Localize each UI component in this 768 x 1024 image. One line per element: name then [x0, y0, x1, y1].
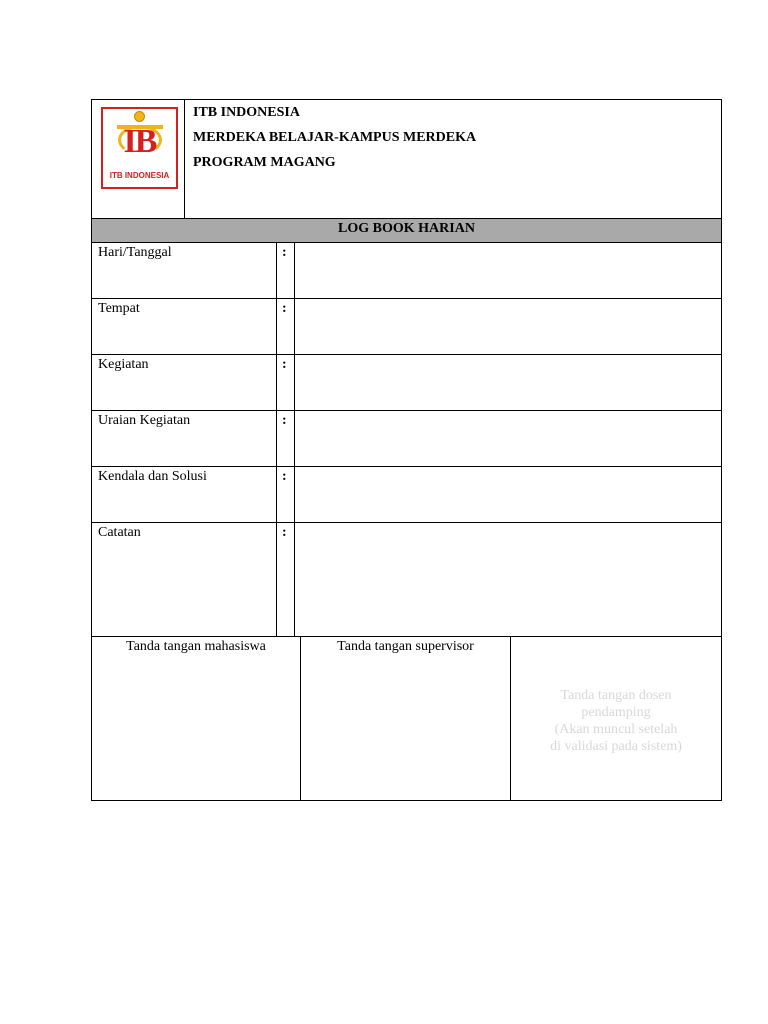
supervisor-signature-label: Tanda tangan supervisor: [337, 639, 474, 654]
itb-indonesia-logo: [101, 107, 178, 189]
logo-sun-icon: [134, 111, 145, 122]
column-divider: [294, 355, 295, 410]
student-signature-label: Tanda tangan mahasiswa: [126, 639, 266, 654]
placeholder-line: di validasi pada sistem): [550, 739, 682, 754]
field-colon: :: [282, 413, 287, 428]
program-type: PROGRAM MAGANG: [193, 155, 336, 170]
field-colon: :: [282, 525, 287, 540]
field-row-hari-tanggal: [92, 243, 721, 299]
column-divider: [276, 243, 277, 298]
field-label: Uraian Kegiatan: [98, 413, 191, 428]
field-row-catatan: [92, 523, 721, 637]
field-colon: :: [282, 245, 287, 260]
field-row-uraian-kegiatan: [92, 411, 721, 467]
field-label: Kegiatan: [98, 357, 149, 372]
field-colon: :: [282, 357, 287, 372]
column-divider: [276, 467, 277, 522]
column-divider: [276, 355, 277, 410]
lecturer-signature-placeholder: [511, 687, 721, 755]
field-label: Catatan: [98, 525, 141, 540]
lecturer-signature-cell: [511, 637, 721, 800]
program-name: MERDEKA BELAJAR-KAMPUS MERDEKA: [193, 130, 477, 145]
field-row-tempat: [92, 299, 721, 355]
field-row-kegiatan: [92, 355, 721, 411]
field-row-kendala-dan-solusi: [92, 467, 721, 523]
column-divider: [294, 299, 295, 354]
field-colon: :: [282, 469, 287, 484]
logo-cell: [92, 100, 185, 218]
field-label: Hari/Tanggal: [98, 245, 172, 260]
column-divider: [276, 299, 277, 354]
field-colon: :: [282, 301, 287, 316]
supervisor-signature-cell[interactable]: [301, 637, 511, 800]
organization-block: [193, 100, 476, 175]
field-label: Tempat: [98, 301, 140, 316]
field-label: Kendala dan Solusi: [98, 469, 207, 484]
logo-caption: ITB INDONESIA: [109, 171, 170, 180]
student-signature-cell[interactable]: [92, 637, 301, 800]
form-title: LOG BOOK HARIAN: [92, 218, 721, 243]
logo-letters: IB: [123, 123, 156, 160]
column-divider: [294, 411, 295, 466]
column-divider: [294, 523, 295, 636]
column-divider: [276, 411, 277, 466]
log-book-form: [91, 99, 722, 801]
placeholder-line: Tanda tangan dosen: [560, 688, 672, 703]
form-header: [92, 100, 721, 218]
placeholder-line: (Akan muncul setelah: [554, 722, 678, 737]
placeholder-line: pendamping: [581, 705, 651, 720]
column-divider: [276, 523, 277, 636]
column-divider: [294, 467, 295, 522]
column-divider: [294, 243, 295, 298]
org-name: ITB INDONESIA: [193, 105, 300, 120]
